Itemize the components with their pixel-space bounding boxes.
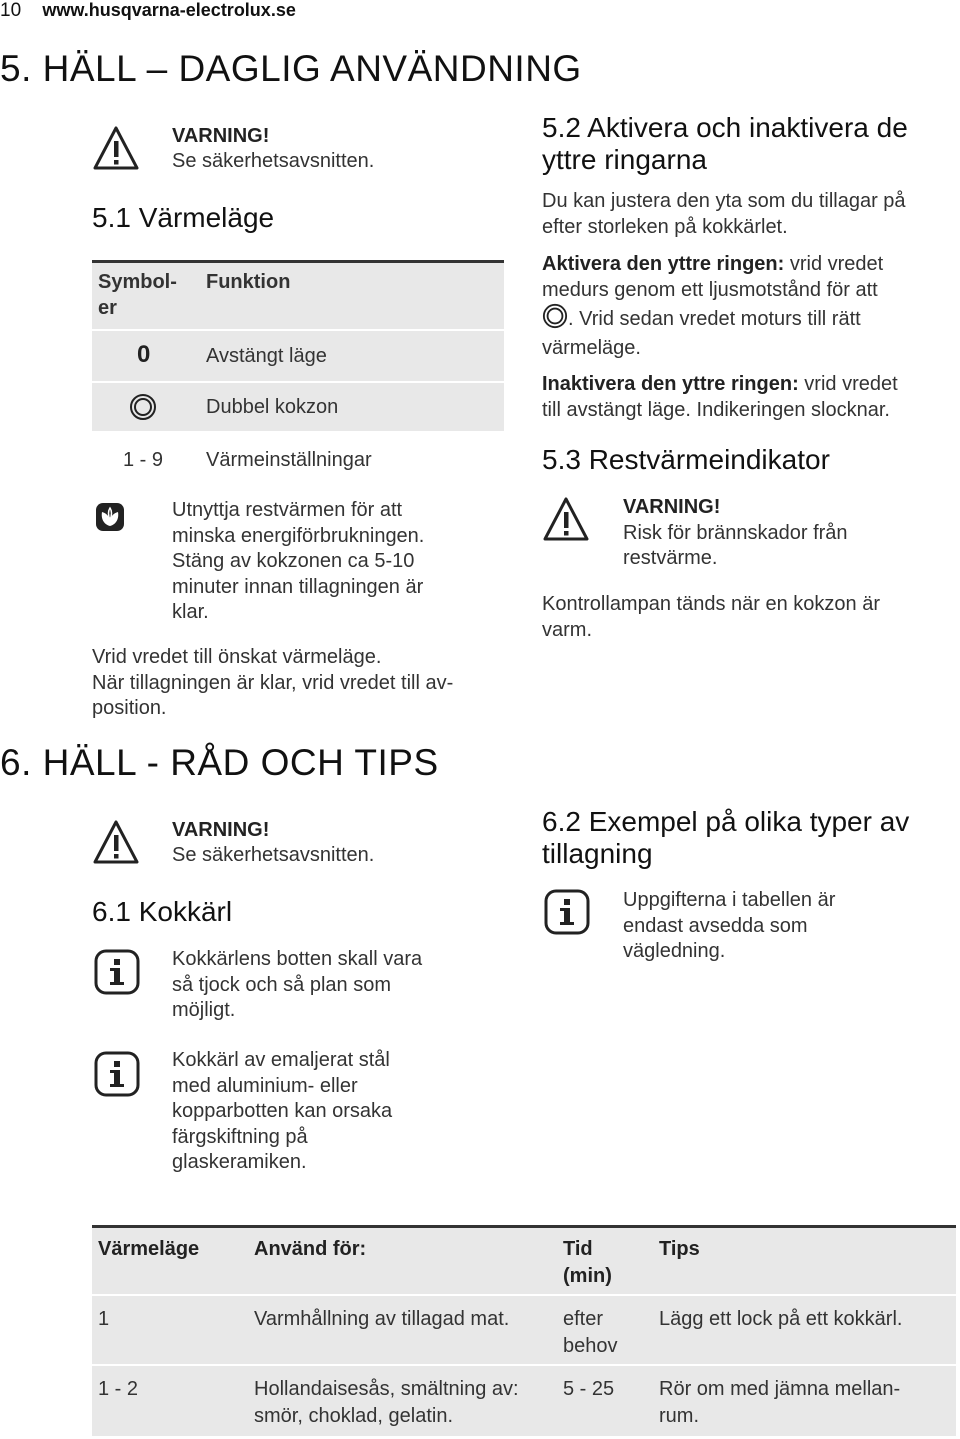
deactivate-line-1 (542, 372, 957, 398)
info-line: möjligt. (172, 999, 236, 1021)
info-line: vägledning. (623, 940, 726, 962)
info-icon (93, 1050, 141, 1098)
page-header (0, 0, 296, 24)
paragraph-line: Vrid vredet till önskat värmeläge. (92, 646, 382, 668)
cell-time: 5 - 25 (563, 1378, 615, 1400)
header-tips: Tips (659, 1238, 700, 1260)
info-line: kopparbotten kan orsaka (172, 1100, 393, 1122)
header-use: Använd för: (254, 1238, 367, 1260)
text-line: Kontrollampan tänds när en kokzon är (542, 593, 880, 615)
section-5-2-title (542, 112, 908, 176)
section-5-2-intro (542, 189, 957, 240)
eco-tip-line: minuter innan tillagningen är (172, 575, 424, 598)
info-line: Uppgifterna i tabellen är (623, 889, 836, 911)
cell-use: Varmhållning av tillagad mat. (254, 1308, 510, 1330)
usage-paragraph (92, 645, 512, 722)
info-icon (93, 948, 141, 996)
cell-time-line: behov (563, 1335, 618, 1357)
table-row (92, 329, 504, 381)
restheat-text (542, 592, 957, 643)
cell-tip-line: rum. (659, 1405, 699, 1427)
function-off: Avstängt läge (206, 345, 327, 367)
info-line: med aluminium- eller (172, 1074, 358, 1097)
function-heat-settings: Värmeinställningar (206, 449, 372, 471)
table-header-row (92, 1225, 956, 1294)
header-time (563, 1236, 612, 1290)
eco-leaf-icon (95, 502, 125, 532)
activate-line-2: medurs genom ett ljusmotstånd för att (542, 278, 878, 301)
header-symbols (98, 269, 177, 321)
warning-title: VARNING! (172, 819, 270, 841)
paragraph-line: När tillagningen är klar, vrid vredet till av- (92, 671, 454, 694)
cell-tip: Lägg ett lock på ett kokkärl. (659, 1308, 903, 1330)
eco-tip-line: Stäng av kokzonen ca 5-10 (172, 550, 415, 572)
section-6-title: 6. HÄLL - RÅD OCH TIPS (0, 742, 439, 783)
activate-line-4: värmeläge. (542, 337, 641, 359)
warning-icon (92, 818, 140, 866)
site-url: www.husqvarna-electrolux.se (42, 0, 296, 20)
table-row (92, 431, 504, 491)
cell-time-line: efter (563, 1308, 604, 1330)
info-line: Kokkärl av emaljerat stål (172, 1049, 390, 1071)
info-line: så tjock och så plan som (172, 973, 391, 996)
warning-title: VARNING! (172, 125, 270, 147)
deactivate-instructions (542, 372, 957, 423)
title-line: 5.2 Aktivera och inaktivera de (542, 112, 908, 143)
deactivate-line-2: till avstängt läge. Indikeringen slocknar. (542, 398, 890, 421)
symbol-zero: 0 (137, 341, 151, 368)
table-row (92, 1294, 956, 1364)
section-6-2-title (542, 806, 909, 870)
activate-text: vrid vredet (784, 253, 884, 275)
eco-tip-line: minska energiförbrukningen. (172, 524, 425, 547)
text-line: varm. (542, 618, 592, 641)
section-6-1-title: 6.1 Kokkärl (92, 896, 233, 927)
section-5-3-title: 5.3 Restvärmeindikator (542, 444, 830, 475)
eco-tip-line: klar. (172, 601, 209, 623)
header-level: Värmeläge (98, 1238, 200, 1260)
cell-level: 1 - 2 (98, 1378, 139, 1400)
cell-use-line: Hollandaisesås, smältning av: (254, 1378, 519, 1400)
title-line: tillagning (542, 838, 653, 869)
info-text-1 (172, 947, 502, 1024)
heat-setting-table (92, 260, 504, 491)
info-line: färgskiftning på (172, 1125, 308, 1148)
warning-text: Se säkerhetsavsnitten. (172, 150, 375, 172)
section-5-title: 5. HÄLL – DAGLIG ANVÄNDNING (0, 48, 582, 89)
cell-time (563, 1306, 618, 1360)
warning-icon (542, 495, 590, 543)
eco-tip-text (172, 498, 502, 626)
page-number: 10 (0, 0, 22, 21)
intro-line: Du kan justera den yta som du tillagar på (542, 190, 906, 212)
restheat-warning (623, 495, 953, 572)
header-time-line2: (min) (563, 1265, 612, 1287)
deactivate-label: Inaktivera den yttre ringen: (542, 373, 799, 395)
symbol-range: 1 - 9 (123, 449, 164, 471)
warning-title: VARNING! (623, 496, 721, 518)
table-row (92, 1364, 956, 1436)
eco-tip-line: Utnyttja restvärmen för att (172, 499, 403, 521)
info-line: Kokkärlens botten skall vara (172, 948, 423, 970)
intro-line: efter storleken på kokkärlet. (542, 215, 788, 238)
header-symbols-line2: er (98, 297, 117, 319)
cell-tip (659, 1376, 900, 1430)
dual-zone-icon (129, 393, 157, 421)
title-line: yttre ringarna (542, 144, 707, 175)
activate-line-3 (542, 303, 957, 336)
deactivate-text: vrid vredet (798, 373, 898, 395)
info-text-3 (623, 888, 953, 965)
warning-text: Se säkerhetsavsnitten. (172, 844, 375, 866)
warning-line: restvärme. (623, 547, 718, 569)
table-row (92, 381, 504, 431)
header-function: Funktion (206, 271, 291, 293)
header-symbols-line1: Symbol- (98, 271, 177, 293)
table-header-row (92, 260, 504, 329)
section-5-1-title: 5.1 Värmeläge (92, 202, 275, 233)
activate-instructions (542, 252, 957, 362)
warning-line: Risk för brännskador från (623, 521, 848, 544)
function-dual-zone: Dubbel kokzon (206, 396, 339, 418)
info-icon (543, 888, 591, 936)
header-time-line1: Tid (563, 1238, 593, 1260)
cell-tip-line: Rör om med jämna mellan- (659, 1378, 901, 1400)
cell-level: 1 (98, 1308, 110, 1330)
info-text-2 (172, 1048, 502, 1176)
activate-text: . Vrid sedan vredet moturs till rätt (568, 308, 861, 330)
info-line: endast avsedda som (623, 914, 808, 937)
cell-use-line: smör, choklad, gelatin. (254, 1405, 453, 1427)
warning-icon (92, 124, 140, 172)
title-line: 6.2 Exempel på olika typer av (542, 806, 910, 837)
paragraph-line: position. (92, 697, 167, 719)
cell-use (254, 1376, 519, 1430)
cooking-examples-table (92, 1225, 956, 1436)
info-line: glaskeramiken. (172, 1151, 307, 1173)
activate-label: Aktivera den yttre ringen: (542, 253, 785, 275)
dual-zone-icon (542, 303, 568, 329)
activate-line-1 (542, 252, 957, 278)
